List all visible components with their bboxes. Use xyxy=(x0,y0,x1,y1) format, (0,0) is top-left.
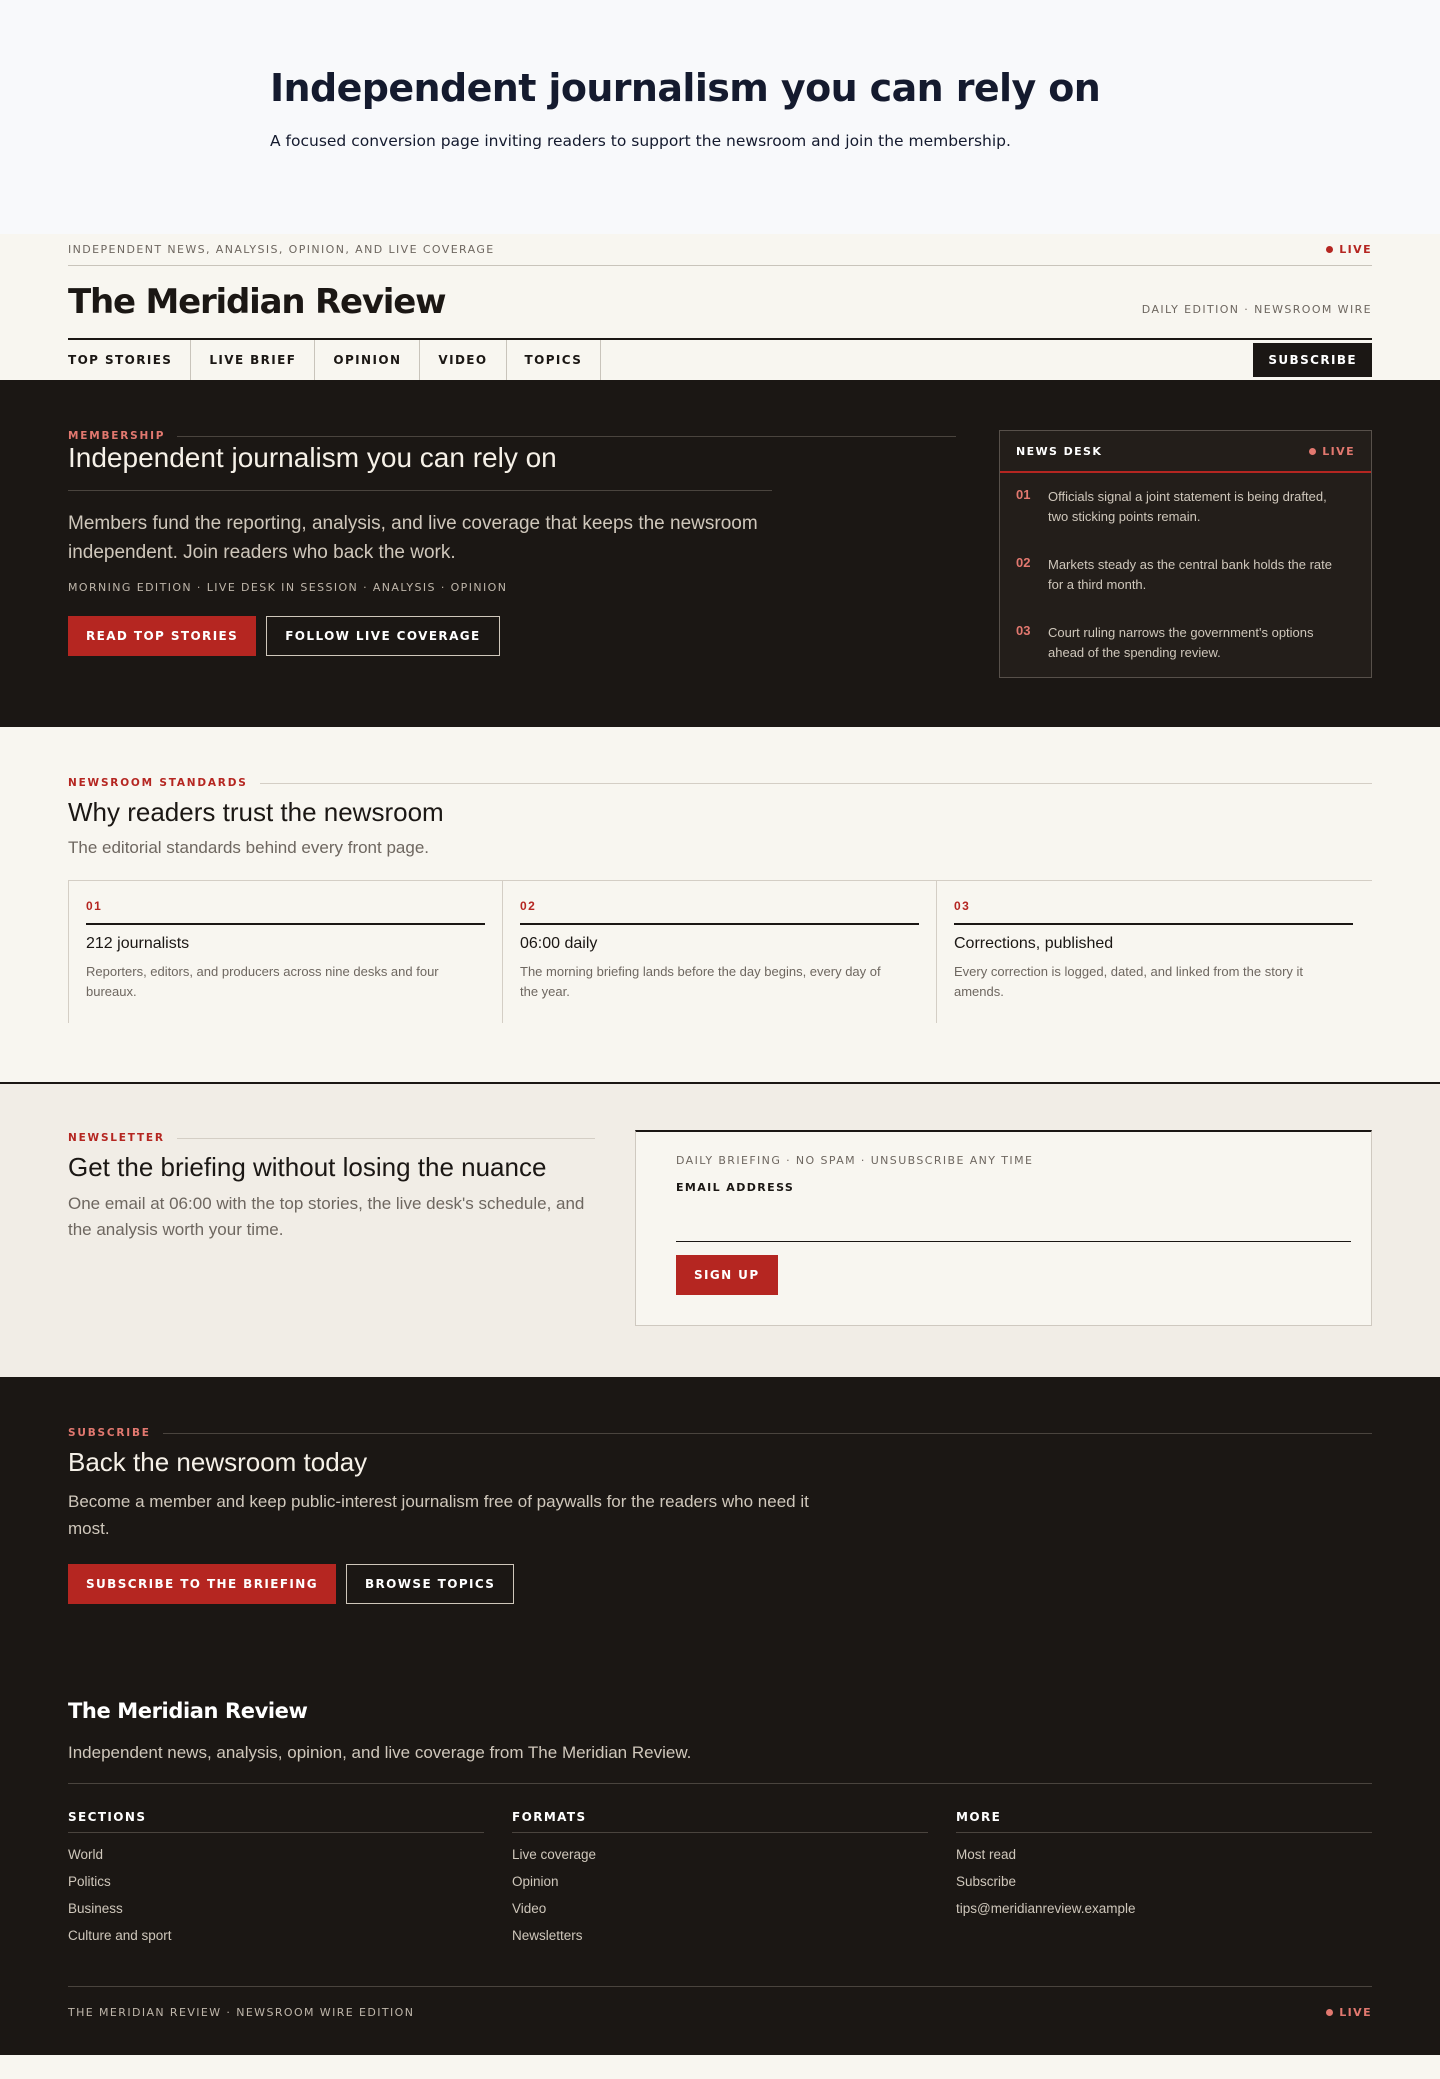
live-dot-icon xyxy=(1326,2009,1333,2016)
news-desk-item-text: Officials signal a joint statement is being drafted, two sticking points remain. xyxy=(1048,489,1327,524)
newsletter-title: Get the briefing without losing the nuance xyxy=(68,1152,547,1182)
site-footer xyxy=(0,1667,1440,2055)
news-desk-item-text: Markets steady as the central bank holds the rate for a third month. xyxy=(1048,557,1332,592)
standards-title: Why readers trust the newsroom xyxy=(68,797,444,827)
newsletter-section xyxy=(0,1084,1440,1377)
nav-item-live-brief[interactable]: LIVE BRIEF xyxy=(191,340,315,380)
news-desk-live[interactable] xyxy=(1309,445,1355,458)
standard-card-title: 212 journalists xyxy=(86,935,190,952)
standard-card-title: Corrections, published xyxy=(954,935,1114,952)
footer-column-heading: FORMATS xyxy=(512,1810,928,1833)
standard-card-number: 02 xyxy=(520,899,919,925)
nav-subscribe-button[interactable]: SUBSCRIBE xyxy=(1253,343,1372,377)
news-desk-item[interactable] xyxy=(1000,623,1371,663)
live-label: LIVE xyxy=(1339,2005,1372,2019)
standards-kicker: NEWSROOM STANDARDS xyxy=(68,777,248,789)
standard-card-number: 03 xyxy=(954,899,1353,925)
newsletter-lede: One email at 06:00 with the top stories, the live desk's schedule, and the analysis worth your time. xyxy=(68,1194,585,1239)
read-top-stories-button[interactable]: READ TOP STORIES xyxy=(68,616,256,656)
standard-card xyxy=(68,881,502,1023)
footer-link-business[interactable]: Business xyxy=(68,1901,123,1916)
footer-link-live-coverage[interactable]: Live coverage xyxy=(512,1847,597,1862)
footer-column-formats xyxy=(512,1810,928,1986)
sign-up-button[interactable]: SIGN UP xyxy=(676,1255,778,1295)
hero-kicker: MEMBERSHIP xyxy=(68,430,166,442)
standard-card-text: Reporters, editors, and producers across nine desks and four bureaux. xyxy=(86,964,439,999)
footer-column-heading: SECTIONS xyxy=(68,1810,484,1833)
browse-topics-button[interactable]: BROWSE TOPICS xyxy=(346,1564,514,1604)
footer-link-politics[interactable]: Politics xyxy=(68,1874,111,1889)
footer-link-tips-email[interactable]: tips@meridianreview.example xyxy=(956,1901,1136,1916)
standards-cards xyxy=(68,880,1372,1023)
news-desk-item-number: 01 xyxy=(1016,487,1031,502)
subscribe-title: Back the newsroom today xyxy=(68,1447,368,1477)
site-logo[interactable]: The Meridian Review xyxy=(68,282,446,322)
standard-card xyxy=(936,881,1370,1023)
news-desk-item[interactable] xyxy=(1000,487,1371,527)
hero-lede: Members fund the reporting, analysis, and live coverage that keeps the newsroom independent. Join readers who back the work. xyxy=(68,513,758,563)
footer-logo[interactable]: The Meridian Review xyxy=(68,1699,308,1723)
brand-row xyxy=(68,266,1372,340)
masthead-topbar xyxy=(68,234,1372,266)
standard-card-number: 01 xyxy=(86,899,485,925)
hero-section xyxy=(0,380,1440,727)
follow-live-coverage-button[interactable]: FOLLOW LIVE COVERAGE xyxy=(266,616,499,656)
live-label: LIVE xyxy=(1322,444,1355,458)
edition-label: DAILY EDITION · NEWSROOM WIRE xyxy=(1141,302,1372,316)
subscribe-kicker: SUBSCRIBE xyxy=(68,1427,151,1439)
footer-link-video[interactable]: Video xyxy=(512,1901,547,1916)
nav-item-opinion[interactable]: OPINION xyxy=(315,340,420,380)
email-field[interactable] xyxy=(676,1194,1351,1242)
subscribe-to-briefing-button[interactable]: SUBSCRIBE TO THE BRIEFING xyxy=(68,1564,336,1604)
newsletter-form-meta: DAILY BRIEFING · NO SPAM · UNSUBSCRIBE ANY TIME xyxy=(676,1154,1034,1167)
footer-link-opinion[interactable]: Opinion xyxy=(512,1874,559,1889)
standards-subtitle: The editorial standards behind every front page. xyxy=(68,838,430,857)
intro-banner xyxy=(0,0,1440,234)
news-desk-item-number: 03 xyxy=(1016,623,1031,638)
intro-subtitle: A focused conversion page inviting readers to support the newsroom and join the membership. xyxy=(270,132,1011,150)
email-label: EMAIL ADDRESS xyxy=(676,1181,795,1194)
footer-column-sections xyxy=(68,1810,484,1986)
footer-live-indicator[interactable] xyxy=(1326,2006,1372,2019)
intro-title: Independent journalism you can rely on xyxy=(270,66,1101,110)
kicker-divider xyxy=(177,1138,595,1139)
kicker-divider xyxy=(177,436,956,437)
footer-link-newsletters[interactable]: Newsletters xyxy=(512,1928,583,1943)
news-desk-item-number: 02 xyxy=(1016,555,1031,570)
news-desk-title: NEWS DESK xyxy=(1016,444,1103,458)
nav-item-video[interactable]: VIDEO xyxy=(420,340,506,380)
footer-link-subscribe[interactable]: Subscribe xyxy=(956,1874,1017,1889)
live-indicator[interactable] xyxy=(1326,243,1372,256)
subscribe-lede: Become a member and keep public-interest journalism free of paywalls for the readers who need it most. xyxy=(68,1492,809,1538)
footer-description: Independent news, analysis, opinion, and live coverage from The Meridian Review. xyxy=(68,1743,1372,1784)
footer-link-culture-sport[interactable]: Culture and sport xyxy=(68,1928,172,1943)
news-desk-item[interactable] xyxy=(1000,555,1371,595)
live-label: LIVE xyxy=(1339,243,1372,256)
nav-item-top-stories[interactable]: TOP STORIES xyxy=(68,340,191,380)
standard-card xyxy=(502,881,936,1023)
kicker-divider xyxy=(260,783,1372,784)
live-dot-icon xyxy=(1309,448,1316,455)
main-nav xyxy=(68,340,1372,380)
masthead-tagline: INDEPENDENT NEWS, ANALYSIS, OPINION, AND LIVE COVERAGE xyxy=(68,243,495,256)
kicker-divider xyxy=(163,1433,1372,1434)
masthead xyxy=(0,234,1440,380)
standard-card-text: The morning briefing lands before the day begins, every day of the year. xyxy=(520,964,881,999)
standards-section xyxy=(0,727,1440,1084)
standard-card-title: 06:00 daily xyxy=(520,935,598,952)
nav-item-topics[interactable]: TOPICS xyxy=(507,340,602,380)
hero-title: Independent journalism you can rely on xyxy=(68,442,772,491)
footer-edition-line: THE MERIDIAN REVIEW · NEWSROOM WIRE EDITION xyxy=(68,2005,415,2019)
hero-meta: MORNING EDITION · LIVE DESK IN SESSION · ANALYSIS · OPINION xyxy=(68,581,508,594)
news-desk-item-text: Court ruling narrows the government's options ahead of the spending review. xyxy=(1048,625,1314,660)
standard-card-text: Every correction is logged, dated, and linked from the story it amends. xyxy=(954,964,1304,999)
news-desk-panel xyxy=(999,430,1372,678)
live-dot-icon xyxy=(1326,246,1333,253)
footer-link-world[interactable]: World xyxy=(68,1847,104,1862)
subscribe-section xyxy=(0,1377,1440,1667)
newsletter-kicker: NEWSLETTER xyxy=(68,1132,165,1144)
footer-column-heading: MORE xyxy=(956,1810,1372,1833)
newsletter-form xyxy=(635,1130,1372,1326)
footer-column-more xyxy=(956,1810,1372,1986)
footer-link-most-read[interactable]: Most read xyxy=(956,1847,1017,1862)
